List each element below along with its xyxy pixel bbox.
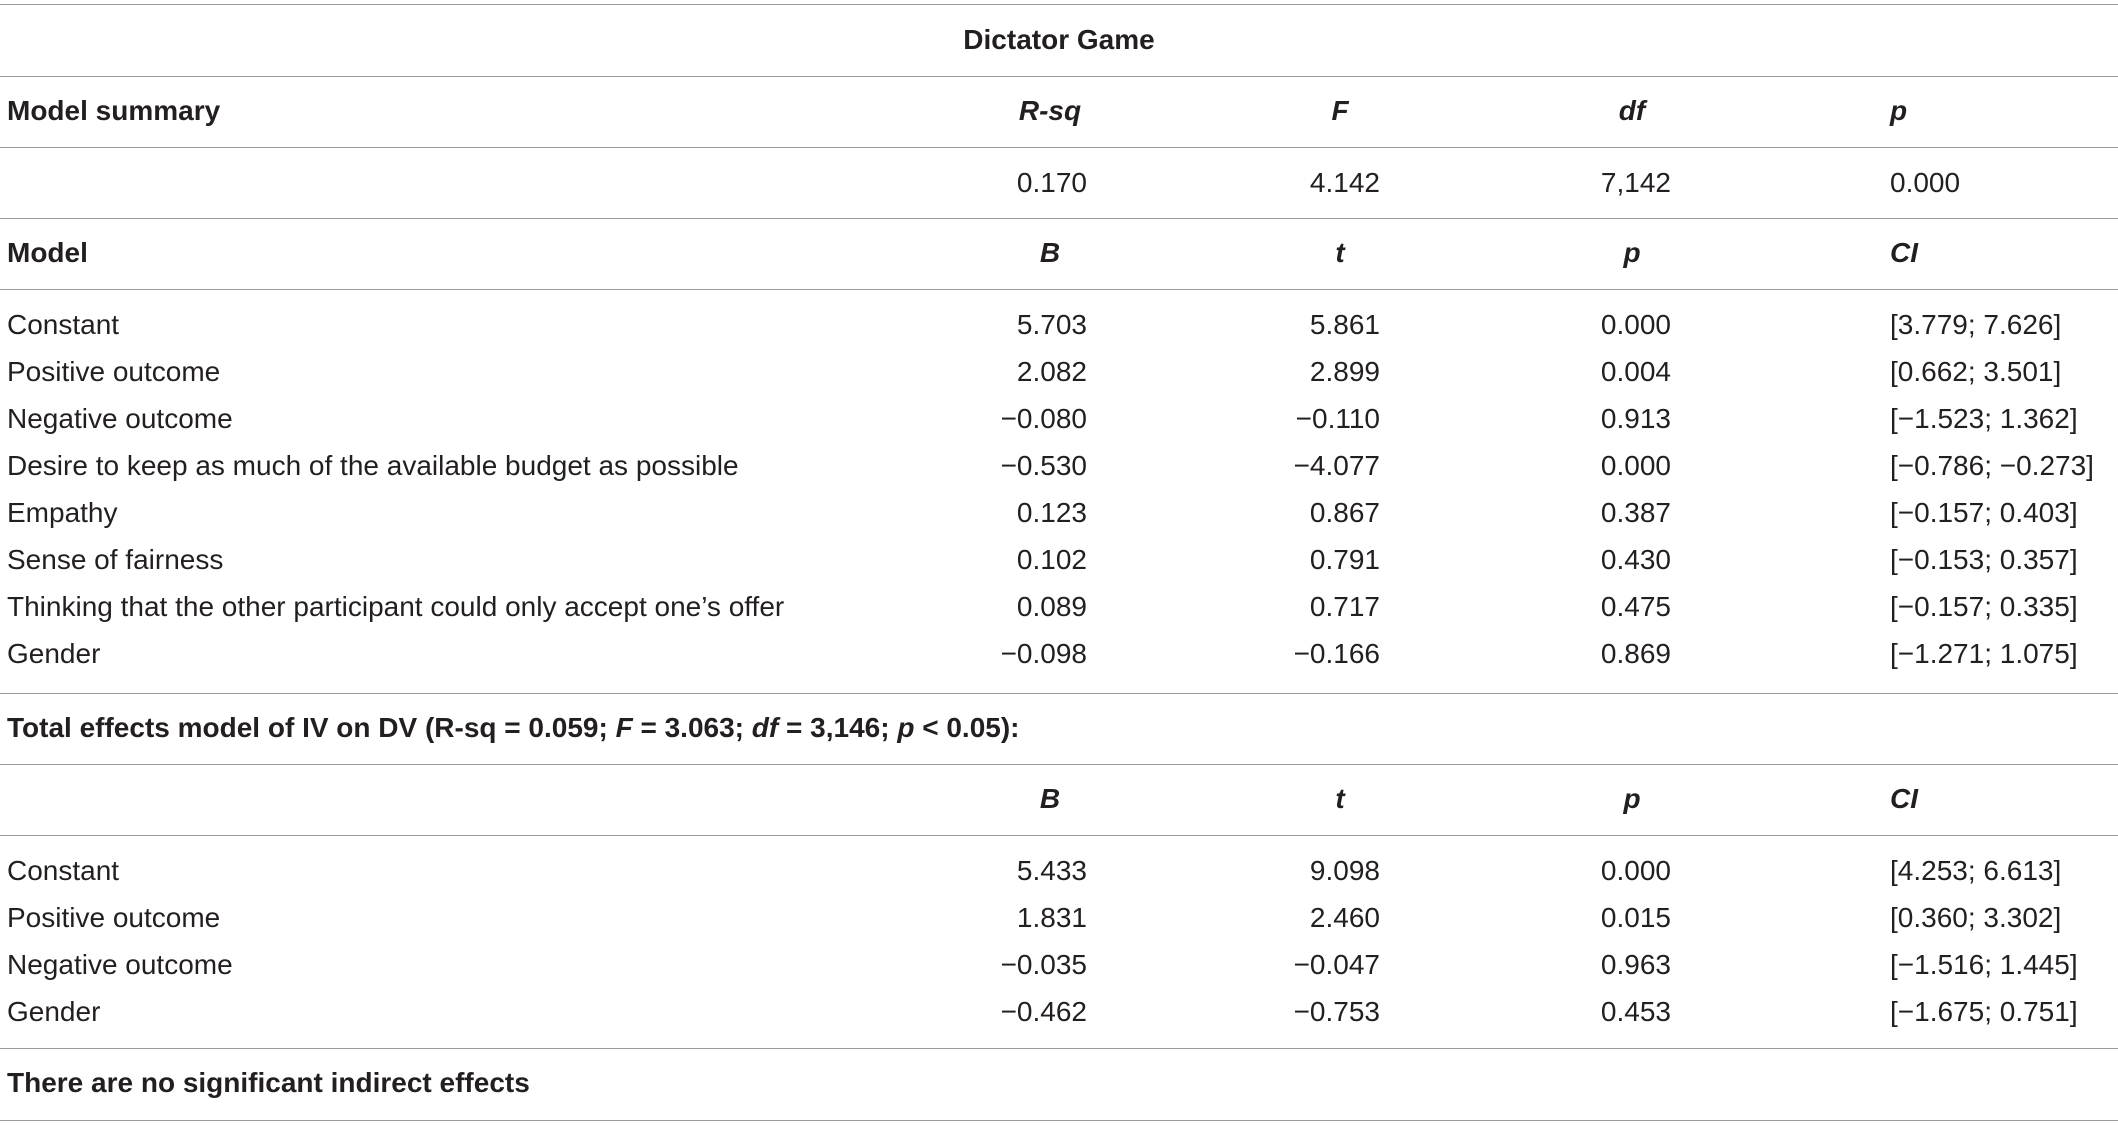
model-label: Model xyxy=(7,237,88,268)
total-effects-f-value: = 3.063; xyxy=(632,712,752,743)
total-row-t: −0.753 xyxy=(1293,996,1380,1027)
summary-header-df: df xyxy=(1618,95,1646,126)
model-row-b: 0.123 xyxy=(1016,497,1087,528)
total-row-p: 0.453 xyxy=(1600,996,1671,1027)
model-row-name: Negative outcome xyxy=(7,403,233,434)
total-row-ci: [0.360; 3.302] xyxy=(1890,902,2062,933)
model-row-ci: [3.779; 7.626] xyxy=(1890,309,2062,340)
summary-header-rsq: R-sq xyxy=(1018,95,1082,126)
total-row-t: 2.460 xyxy=(1309,902,1380,933)
model-row-name: Positive outcome xyxy=(7,356,221,387)
total-row-name: Gender xyxy=(7,996,101,1027)
model-row-p: 0.000 xyxy=(1600,309,1671,340)
rule-top xyxy=(0,4,2118,5)
model-header-t: t xyxy=(1335,237,1345,268)
model-row-b: 2.082 xyxy=(1016,356,1087,387)
total-row-ci: [4.253; 6.613] xyxy=(1890,855,2062,886)
model-row-p: 0.475 xyxy=(1600,591,1671,622)
model-row-t: 5.861 xyxy=(1309,309,1380,340)
total-row-b: 1.831 xyxy=(1016,902,1087,933)
model-row-name: Gender xyxy=(7,638,101,669)
total-effects-df-value: = 3,146; xyxy=(778,712,898,743)
rule-below-summary-header xyxy=(0,147,2118,148)
model-summary-label: Model summary xyxy=(7,95,221,126)
total-row-p: 0.015 xyxy=(1600,902,1671,933)
total-row-p: 0.963 xyxy=(1600,949,1671,980)
model-row-p: 0.430 xyxy=(1600,544,1671,575)
model-row-t: 0.791 xyxy=(1309,544,1380,575)
model-row-t: 2.899 xyxy=(1309,356,1380,387)
summary-value-p: 0.000 xyxy=(1890,167,1961,198)
model-row-t: −0.110 xyxy=(1295,403,1380,434)
total-row-name: Constant xyxy=(7,855,120,886)
total-row-name: Positive outcome xyxy=(7,902,221,933)
model-row-p: 0.004 xyxy=(1600,356,1671,387)
rule-below-model-rows xyxy=(0,693,2118,694)
model-row-ci: [0.662; 3.501] xyxy=(1890,356,2062,387)
model-row-b: −0.530 xyxy=(1000,450,1087,481)
model-row-ci: [−1.523; 1.362] xyxy=(1890,403,2078,434)
total-row-ci: [−1.675; 0.751] xyxy=(1890,996,2078,1027)
model-row-p: 0.387 xyxy=(1600,497,1671,528)
total-header-p: p xyxy=(1623,783,1641,814)
rule-below-total-label xyxy=(0,764,2118,765)
rule-below-model-header xyxy=(0,289,2118,290)
model-row-ci: [−1.271; 1.075] xyxy=(1890,638,2078,669)
total-row-t: −0.047 xyxy=(1293,949,1380,980)
model-row-t: 0.867 xyxy=(1309,497,1380,528)
rule-bottom xyxy=(0,1120,2118,1121)
total-effects-f-symbol: F xyxy=(615,712,633,743)
model-row-name: Constant xyxy=(7,309,120,340)
total-effects-p-value: < 0.05): xyxy=(914,712,1020,743)
model-row-b: 5.703 xyxy=(1016,309,1087,340)
model-row-name: Empathy xyxy=(7,497,118,528)
summary-value-rsq: 0.170 xyxy=(1016,167,1087,198)
model-row-ci: [−0.157; 0.335] xyxy=(1890,591,2078,622)
model-row-b: 0.102 xyxy=(1016,544,1087,575)
total-effects-label xyxy=(7,712,1020,744)
model-row-ci: [−0.153; 0.357] xyxy=(1890,544,2078,575)
indirect-effects-note: There are no significant indirect effects xyxy=(7,1067,530,1098)
total-header-b: B xyxy=(1039,783,1061,814)
model-row-t: −0.166 xyxy=(1293,638,1380,669)
model-row-p: 0.000 xyxy=(1600,450,1671,481)
model-header-b: B xyxy=(1039,237,1061,268)
model-row-t: −4.077 xyxy=(1293,450,1380,481)
summary-value-df: 7,142 xyxy=(1600,167,1671,198)
rule-below-title xyxy=(0,76,2118,77)
total-effects-df-symbol: df xyxy=(751,712,779,743)
total-row-b: 5.433 xyxy=(1016,855,1087,886)
model-row-b: −0.080 xyxy=(1000,403,1087,434)
total-row-ci: [−1.516; 1.445] xyxy=(1890,949,2078,980)
total-effects-prefix: Total effects model of IV on DV (R-sq = 0.059; xyxy=(7,712,616,743)
summary-value-f: 4.142 xyxy=(1309,167,1380,198)
rule-below-total-rows xyxy=(0,1048,2118,1049)
model-row-b: −0.098 xyxy=(1000,638,1087,669)
model-row-name: Thinking that the other participant could only accept one’s offer xyxy=(7,591,785,622)
table-title: Dictator Game xyxy=(963,24,1155,55)
model-row-name: Desire to keep as much of the available budget as possible xyxy=(7,450,739,481)
model-row-ci: [−0.786; −0.273] xyxy=(1890,450,2094,481)
total-effects-p-symbol: p xyxy=(897,712,915,743)
summary-header-p: p xyxy=(1890,95,1908,126)
model-header-p: p xyxy=(1623,237,1641,268)
rule-below-summary-values xyxy=(0,218,2118,219)
model-row-p: 0.869 xyxy=(1600,638,1671,669)
model-header-ci: CI xyxy=(1890,237,1918,268)
total-row-t: 9.098 xyxy=(1309,855,1380,886)
total-row-p: 0.000 xyxy=(1600,855,1671,886)
model-row-p: 0.913 xyxy=(1600,403,1671,434)
total-header-ci: CI xyxy=(1890,783,1918,814)
total-header-t: t xyxy=(1335,783,1345,814)
model-row-t: 0.717 xyxy=(1309,591,1380,622)
model-row-b: 0.089 xyxy=(1016,591,1087,622)
total-row-b: −0.035 xyxy=(1000,949,1087,980)
model-row-ci: [−0.157; 0.403] xyxy=(1890,497,2078,528)
total-row-name: Negative outcome xyxy=(7,949,233,980)
rule-below-total-header xyxy=(0,835,2118,836)
summary-header-f: F xyxy=(1331,95,1349,126)
total-row-b: −0.462 xyxy=(1000,996,1087,1027)
model-row-name: Sense of fairness xyxy=(7,544,224,575)
